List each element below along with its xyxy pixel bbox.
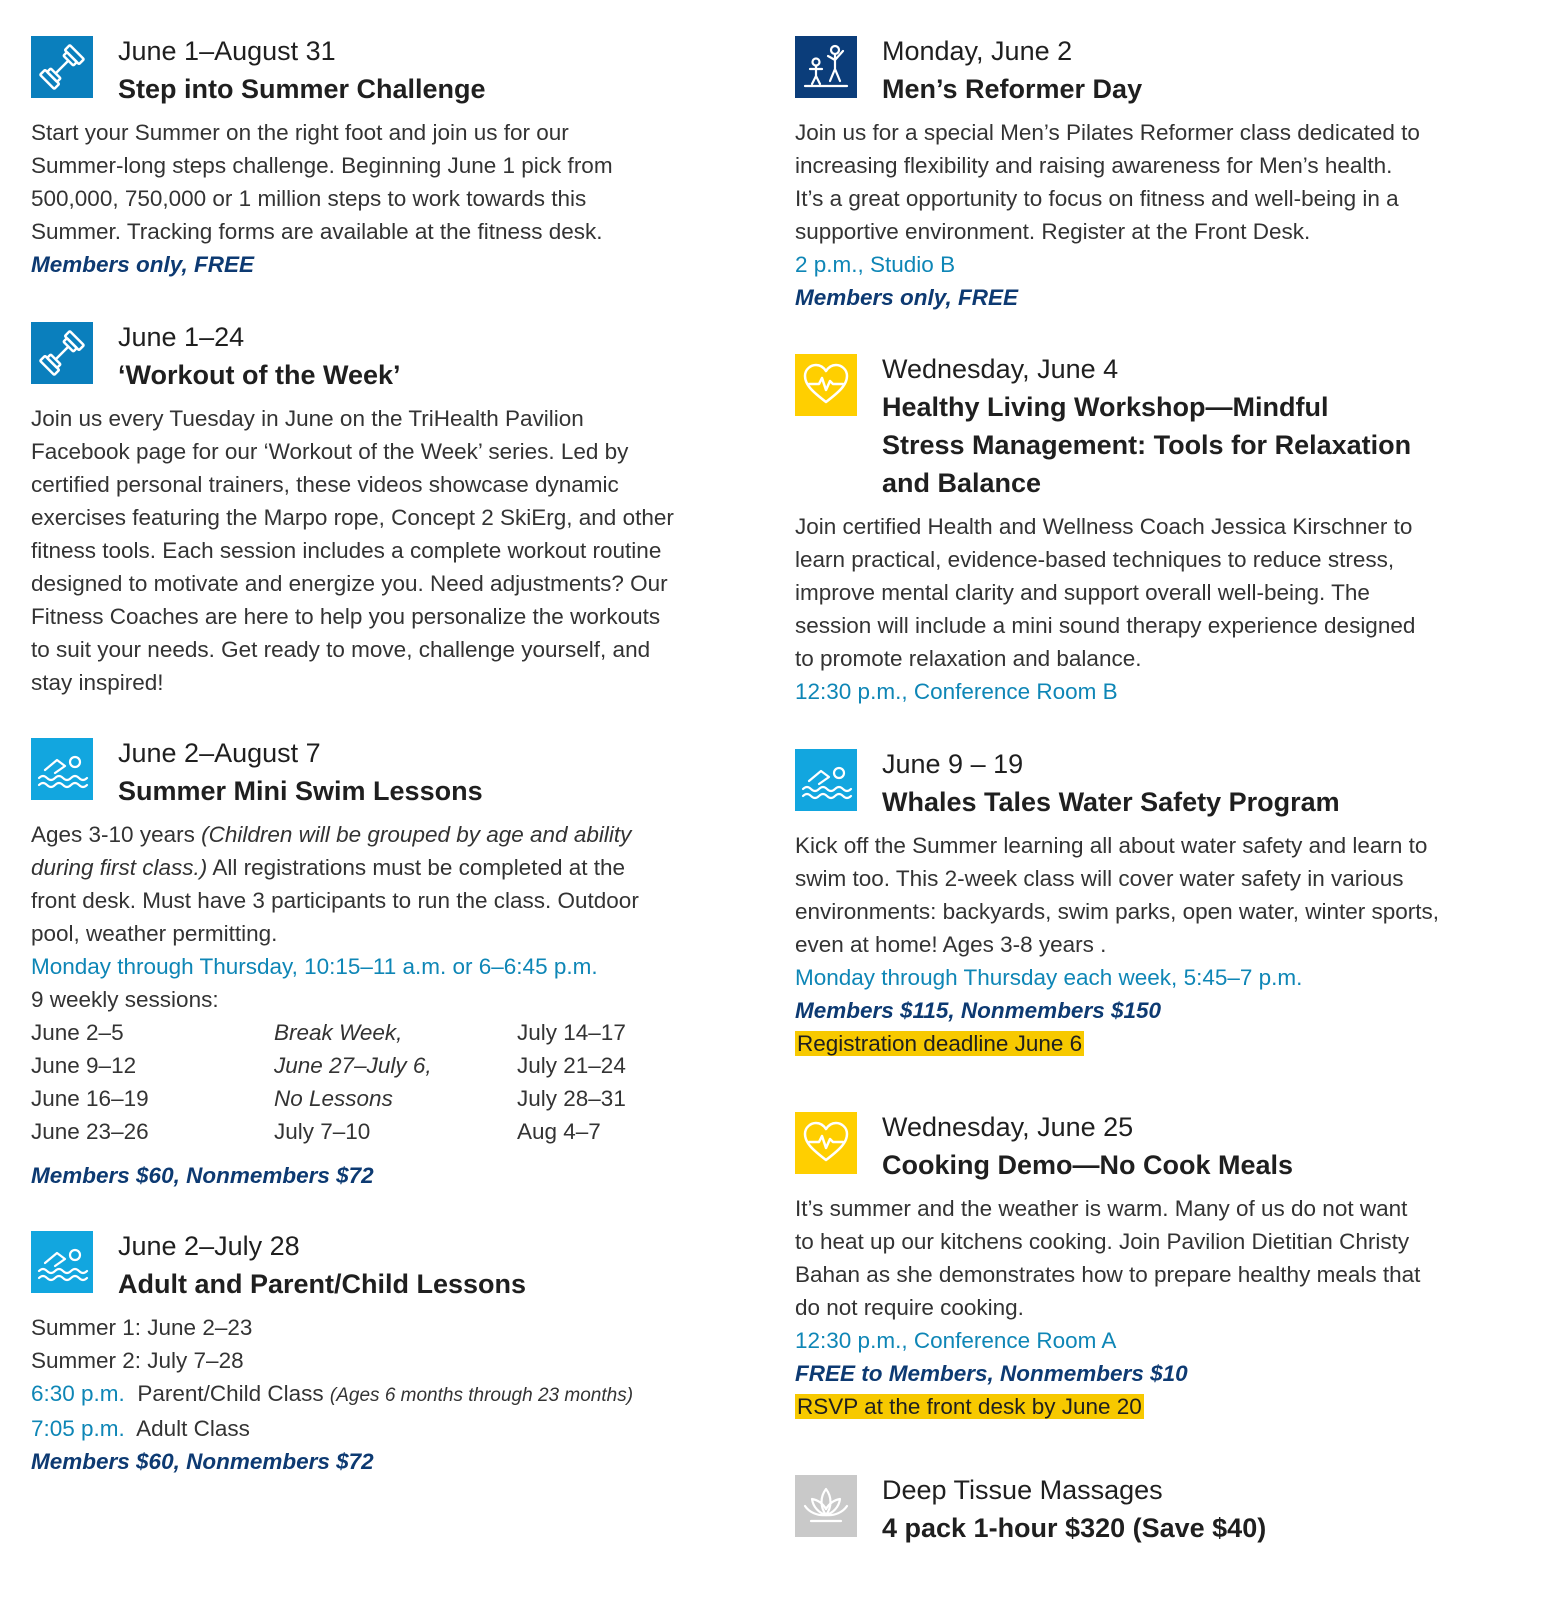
event-title: Cooking Demo—No Cook Meals: [882, 1150, 1294, 1180]
swimmer-icon: [795, 749, 857, 811]
session-date: June 23–26: [31, 1119, 149, 1144]
text-line: [31, 851, 761, 884]
text-line: stay inspired!: [31, 670, 164, 695]
lotus-icon: [795, 1475, 857, 1537]
deadline-highlight: Registration deadline June 6: [797, 1031, 1083, 1056]
text-line: improve mental clarity and support overall well-being. The: [795, 580, 1370, 605]
event-date: June 2–August 7: [118, 738, 321, 768]
session-date: Aug 4–7: [517, 1119, 601, 1144]
event-title: Men’s Reformer Day: [882, 74, 1143, 104]
text-line: [31, 818, 761, 851]
event-mens-reformer-day: [795, 32, 1535, 310]
session-date: July 21–24: [517, 1053, 626, 1078]
price-line: Members $60, Nonmembers $72: [31, 1449, 374, 1474]
text-line: swim too. This 2-week class will cover water safety in various: [795, 866, 1404, 891]
event-description: [31, 402, 674, 699]
text-line: to promote relaxation and balance.: [795, 646, 1142, 671]
time-line: Monday through Thursday, 10:15–11 a.m. or 6–6:45 p.m.: [31, 954, 598, 979]
time-line: Monday through Thursday each week, 5:45–7 p.m.: [795, 965, 1303, 990]
event-description: [31, 116, 613, 281]
text-line: learn practical, evidence-based techniques to reduce stress,: [795, 547, 1395, 572]
event-title: 4 pack 1-hour $320 (Save $40): [882, 1513, 1267, 1543]
class-time: 6:30 p.m.: [31, 1381, 125, 1406]
family-exercise-icon: [795, 36, 857, 98]
event-description: [31, 1311, 761, 1478]
event-date: Monday, June 2: [882, 36, 1073, 66]
heart-pulse-icon: [795, 354, 857, 416]
text-line: Join us every Tuesday in June on the TriHealth Pavilion: [31, 406, 584, 431]
session-date: July 7–10: [274, 1119, 371, 1144]
text-line: fitness tools. Each session includes a complete workout routine: [31, 538, 662, 563]
text-line: to heat up our kitchens cooking. Join Pavilion Dietitian Christy: [795, 1229, 1410, 1254]
time-line: 12:30 p.m., Conference Room A: [795, 1328, 1117, 1353]
break-note: No Lessons: [274, 1086, 393, 1111]
ages-text: Ages 3-10 years: [31, 822, 202, 847]
session-schedule: [31, 1016, 761, 1148]
event-workout-of-week: [31, 318, 761, 695]
class-name: Parent/Child Class: [124, 1381, 330, 1406]
event-title-line: Stress Management: Tools for Relaxation: [882, 430, 1412, 460]
session-date: July 14–17: [517, 1020, 626, 1045]
price-line: Members $115, Nonmembers $150: [795, 998, 1162, 1023]
text-line: 500,000, 750,000 or 1 million steps to work towards this: [31, 186, 587, 211]
session-date: June 16–19: [31, 1086, 149, 1111]
rsvp-highlight: RSVP at the front desk by June 20: [797, 1394, 1142, 1419]
text-line: Fitness Coaches are here to help you personalize the workouts: [31, 604, 661, 629]
event-adult-parent-child-lessons: [31, 1227, 761, 1474]
event-title: Adult and Parent/Child Lessons: [118, 1269, 527, 1299]
text-line: do not require cooking.: [795, 1295, 1024, 1320]
class-time: 7:05 p.m.: [31, 1416, 125, 1441]
text-line: Summer 1: June 2–23: [31, 1315, 253, 1340]
event-step-challenge: [31, 32, 761, 277]
price-line: Members $60, Nonmembers $72: [31, 1163, 374, 1188]
text-line: session will include a mini sound therapy experience designed: [795, 613, 1416, 638]
sessions-label: 9 weekly sessions:: [31, 987, 219, 1012]
ages-note: during first class.): [31, 855, 208, 880]
event-date: June 9 – 19: [882, 749, 1024, 779]
break-note: June 27–July 6,: [274, 1053, 432, 1078]
text-line: It’s a great opportunity to focus on fitness and well-being in a: [795, 186, 1399, 211]
ages-note: (Children will be grouped by age and ability: [201, 822, 632, 847]
text-line: Join certified Health and Wellness Coach Jessica Kirschner to: [795, 514, 1413, 539]
text-line: to suit your needs. Get ready to move, challenge yourself, and: [31, 637, 651, 662]
event-title: Summer Mini Swim Lessons: [118, 776, 483, 806]
event-date: Wednesday, June 4: [882, 354, 1119, 384]
event-date: June 2–July 28: [118, 1231, 300, 1261]
text-line: Join us for a special Men’s Pilates Reformer class dedicated to: [795, 120, 1420, 145]
session-date: July 28–31: [517, 1086, 626, 1111]
event-description: [795, 510, 1415, 708]
dumbbell-icon: [31, 322, 93, 384]
break-note: Break Week,: [274, 1020, 403, 1045]
session-date: June 2–5: [31, 1020, 124, 1045]
text-line: supportive environment. Register at the Front Desk.: [795, 219, 1311, 244]
event-cooking-demo: [795, 1108, 1535, 1419]
class-name: Adult Class: [124, 1416, 250, 1441]
event-title-line: and Balance: [882, 468, 1042, 498]
rsvp-line: [795, 1390, 1420, 1423]
event-date: Deep Tissue Massages: [882, 1475, 1163, 1505]
event-mini-swim-lessons: [31, 734, 761, 1188]
text-line: Start your Summer on the right foot and join us for our: [31, 120, 569, 145]
event-title-line: Healthy Living Workshop—Mindful: [882, 392, 1329, 422]
text-line: exercises featuring the Marpo rope, Concept 2 SkiErg, and other: [31, 505, 674, 530]
event-whales-tales: [795, 745, 1535, 1056]
event-healthy-living-workshop: [795, 350, 1535, 704]
registration-text: All registrations must be completed at the: [207, 855, 626, 880]
text-line: Summer 2: July 7–28: [31, 1348, 244, 1373]
text-line: It’s summer and the weather is warm. Many of us do not want: [795, 1196, 1408, 1221]
event-date: Wednesday, June 25: [882, 1112, 1134, 1142]
event-date: June 1–August 31: [118, 36, 336, 66]
swimmer-icon: [31, 738, 93, 800]
event-description: [795, 829, 1439, 1060]
heart-pulse-icon: [795, 1112, 857, 1174]
dumbbell-icon: [31, 36, 93, 98]
text-line: pool, weather permitting.: [31, 921, 278, 946]
deadline-line: [795, 1027, 1439, 1060]
text-line: designed to motivate and energize you. Need adjustments? Our: [31, 571, 668, 596]
price-line: Members only, FREE: [31, 252, 254, 277]
price-line: FREE to Members, Nonmembers $10: [795, 1361, 1188, 1386]
text-line: front desk. Must have 3 participants to run the class. Outdoor: [31, 888, 639, 913]
text-line: Summer. Tracking forms are available at the fitness desk.: [31, 219, 603, 244]
text-line: Bahan as she demonstrates how to prepare healthy meals that: [795, 1262, 1421, 1287]
event-description: [795, 116, 1420, 314]
session-date: June 9–12: [31, 1053, 137, 1078]
price-line: Members only, FREE: [795, 285, 1018, 310]
event-title: Step into Summer Challenge: [118, 74, 486, 104]
text-line: certified personal trainers, these videos showcase dynamic: [31, 472, 619, 497]
class-note: (Ages 6 months through 23 months): [329, 1385, 634, 1406]
text-line: environments: backyards, swim parks, open water, winter sports,: [795, 899, 1440, 924]
text-line: even at home! Ages 3-8 years .: [795, 932, 1107, 957]
text-line: Facebook page for our ‘Workout of the Week’ series. Led by: [31, 439, 629, 464]
event-description: [795, 1192, 1420, 1423]
text-line: [31, 1412, 761, 1445]
swimmer-icon: [31, 1231, 93, 1293]
event-deep-tissue-massages: [795, 1471, 1535, 1543]
time-line: 12:30 p.m., Conference Room B: [795, 679, 1118, 704]
text-line: Kick off the Summer learning all about water safety and learn to: [795, 833, 1428, 858]
text-line: Summer-long steps challenge. Beginning June 1 pick from: [31, 153, 613, 178]
text-line: increasing flexibility and raising awareness for Men’s health.: [795, 153, 1393, 178]
event-date: June 1–24: [118, 322, 245, 352]
event-title: ‘Workout of the Week’: [118, 360, 401, 390]
time-line: 2 p.m., Studio B: [795, 252, 956, 277]
event-description: [31, 818, 761, 1192]
event-title: Whales Tales Water Safety Program: [882, 787, 1340, 817]
text-line: [31, 1377, 761, 1412]
